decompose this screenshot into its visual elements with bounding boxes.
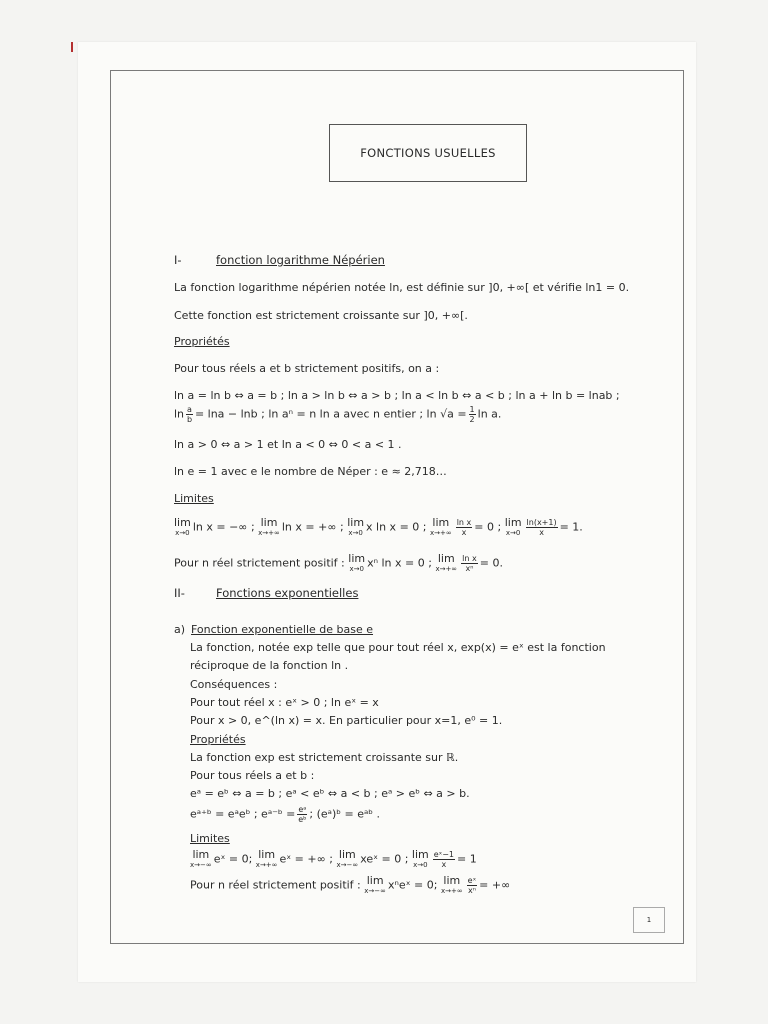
lim-a <box>174 518 191 538</box>
frac-den: x <box>539 528 544 537</box>
lim-c <box>336 850 358 870</box>
lim-b <box>441 876 463 896</box>
frac-num: 1 <box>469 405 475 414</box>
lim-e <box>505 518 522 538</box>
s2-line-9 <box>190 805 380 824</box>
lim-d <box>430 518 452 538</box>
lim-sub: x→+∞ <box>440 887 463 895</box>
lim-expr: eˣ = +∞ ; <box>279 852 333 866</box>
s2-line-7: Pour tous réels a et b : <box>190 769 315 782</box>
s2-l9-post: ; (eᵃ)ᵇ = eᵃᵇ . <box>309 807 380 821</box>
s2-l10-pre: Pour n réel strictement positif : <box>190 878 361 892</box>
lim-sub: x→−∞ <box>336 861 359 869</box>
s1-line-2: Cette fonction est strictement croissante sur ]0, +∞[. <box>174 309 468 322</box>
lim-expr: ln x = −∞ ; <box>192 520 255 534</box>
lim-expr: = 1 <box>457 852 477 866</box>
lim-expr: xⁿeˣ = 0; <box>387 878 438 892</box>
s1-l8-pre: Pour n réel strictement positif : <box>174 556 345 570</box>
frac-ex-minus-1-over-x <box>433 850 455 869</box>
title-text: FONCTIONS USUELLES <box>360 146 496 160</box>
lim-a <box>348 554 365 574</box>
lim-word: lim <box>338 848 356 861</box>
s1-limits-row <box>174 518 583 538</box>
s1-line-7: ln e = 1 avec e le nombre de Néper : e ≈ 2,718… <box>174 465 447 478</box>
lim-word: lim <box>258 848 276 861</box>
s1-line-8 <box>174 554 503 574</box>
lim-b <box>256 850 278 870</box>
frac-num: ln(x+1) <box>526 518 557 527</box>
s1-limits-heading: Limites <box>174 492 214 505</box>
lim-expr: xⁿ ln x = 0 ; <box>367 556 432 570</box>
s1-l5-pre: ln <box>174 407 185 421</box>
frac-lnx-over-xn <box>461 554 478 573</box>
lim-c <box>347 518 364 538</box>
section-2-heading <box>174 586 358 600</box>
lim-sub: x→0 <box>349 565 364 573</box>
s2-subsection-a <box>174 623 373 637</box>
lim-sub: x→+∞ <box>429 529 452 537</box>
frac-den: 2 <box>469 415 475 424</box>
lim-b <box>435 554 457 574</box>
s1-properties-heading: Propriétés <box>174 335 230 348</box>
lim-a <box>190 850 212 870</box>
lim-b <box>258 518 280 538</box>
lim-sub: x→+∞ <box>255 861 278 869</box>
frac-den: b <box>186 415 193 424</box>
section-1-title: fonction logarithme Népérien <box>216 253 385 267</box>
lim-word: lim <box>174 516 191 529</box>
document-title <box>329 124 527 182</box>
s2-line-4: Pour tout réel x : eˣ > 0 ; ln eˣ = x <box>190 696 379 709</box>
lim-expr: = +∞ <box>479 878 511 892</box>
frac-ex-over-xn <box>467 876 477 895</box>
s2-line-6: La fonction exp est strictement croissante sur ℝ. <box>190 751 459 764</box>
lim-word: lim <box>504 516 522 529</box>
lim-word: lim <box>347 516 365 529</box>
lim-sub: x→+∞ <box>258 529 280 537</box>
frac-ea-over-eb <box>297 805 307 824</box>
lim-sub: x→−∞ <box>364 887 386 895</box>
s1-line-1: La fonction logarithme népérien notée ln, est définie sur ]0, +∞[ et vérifie ln1 = 0. <box>174 281 630 294</box>
section-2-title: Fonctions exponentielles <box>216 586 359 600</box>
lim-d <box>412 850 429 870</box>
s2-line-1: La fonction, notée exp telle que pour tout réel x, exp(x) = eˣ est la fonction <box>190 641 606 654</box>
s2-line-5: Pour x > 0, e^(ln x) = x. En particulier pour x=1, e⁰ = 1. <box>190 714 503 727</box>
lim-expr: ln x = +∞ ; <box>281 520 344 534</box>
s1-line-3: Pour tous réels a et b strictement positifs, on a : <box>174 362 440 375</box>
frac-num: eˣ−1 <box>433 850 455 859</box>
frac-den: x <box>461 528 467 537</box>
subsection-title: Fonction exponentielle de base e <box>191 623 374 636</box>
s2-line-8: eᵃ = eᵇ ⇔ a = b ; eᵃ < eᵇ ⇔ a < b ; eᵃ > eᵇ ⇔ a > b. <box>190 787 470 800</box>
lim-word: lim <box>411 848 429 861</box>
page-number-text: 1 <box>646 916 652 924</box>
frac-num: a <box>187 405 192 414</box>
s2-limits-row <box>190 850 477 870</box>
frac-den: xⁿ <box>467 886 476 895</box>
fraction-one-half <box>469 405 476 424</box>
lim-word: lim <box>432 516 450 529</box>
frac-lnx-over-x <box>456 518 473 537</box>
lim-sub: x→0 <box>348 529 363 537</box>
lim-word: lim <box>443 874 461 887</box>
frac-ln-x-plus-1-over-x <box>526 518 558 537</box>
frac-den: xⁿ <box>465 564 474 573</box>
s2-properties-heading: Propriétés <box>190 733 246 746</box>
lim-word: lim <box>366 874 384 887</box>
subsection-label: a) <box>174 623 186 636</box>
frac-den: x <box>441 860 447 869</box>
section-1-heading <box>174 253 385 267</box>
lim-sub: x→0 <box>175 529 190 537</box>
frac-num: eˣ <box>467 876 477 885</box>
margin-mark <box>71 42 73 52</box>
section-2-number: II- <box>174 586 185 600</box>
lim-sub: x→−∞ <box>190 861 212 869</box>
s2-limits-heading: Limites <box>190 832 230 845</box>
lim-expr: x ln x = 0 ; <box>366 520 427 534</box>
lim-expr: = 0 ; <box>474 520 502 534</box>
s1-line-6: ln a > 0 ⇔ a > 1 et ln a < 0 ⇔ 0 < a < 1 . <box>174 438 402 451</box>
s2-line-3: Conséquences : <box>190 678 278 691</box>
s1-l5-mid: = lna − lnb ; ln aⁿ = n ln a avec n entier ; ln √a = <box>194 407 467 421</box>
lim-sub: x→+∞ <box>435 565 458 573</box>
s2-line-2: réciproque de la fonction ln . <box>190 659 349 672</box>
lim-a <box>364 876 386 896</box>
section-1-number: I- <box>174 253 182 267</box>
s1-line-4: ln a = ln b ⇔ a = b ; ln a > ln b ⇔ a > b ; ln a < ln b ⇔ a < b ; ln a + ln b = lnab ; <box>174 389 620 402</box>
lim-word: lim <box>192 848 210 861</box>
lim-word: lim <box>437 552 455 565</box>
s1-l5-post: ln a. <box>477 407 502 421</box>
lim-expr: = 1. <box>559 520 583 534</box>
lim-expr: xeˣ = 0 ; <box>360 852 409 866</box>
lim-sub: x→0 <box>505 529 521 537</box>
page-number <box>633 907 665 933</box>
s2-l9-pre: eᵃ⁺ᵇ = eᵃeᵇ ; eᵃ⁻ᵇ = <box>190 807 296 821</box>
lim-word: lim <box>260 516 278 529</box>
lim-expr: eˣ = 0; <box>213 852 253 866</box>
s2-line-10 <box>190 876 510 896</box>
frac-den: eᵇ <box>298 815 307 824</box>
lim-word: lim <box>348 552 366 565</box>
lim-expr: = 0. <box>479 556 503 570</box>
s1-line-5 <box>174 405 501 424</box>
frac-num: ln x <box>462 554 477 563</box>
frac-num: eᵃ <box>298 805 307 814</box>
lim-sub: x→0 <box>413 861 428 869</box>
fraction-a-over-b <box>186 405 193 424</box>
frac-num: ln x <box>456 518 472 527</box>
